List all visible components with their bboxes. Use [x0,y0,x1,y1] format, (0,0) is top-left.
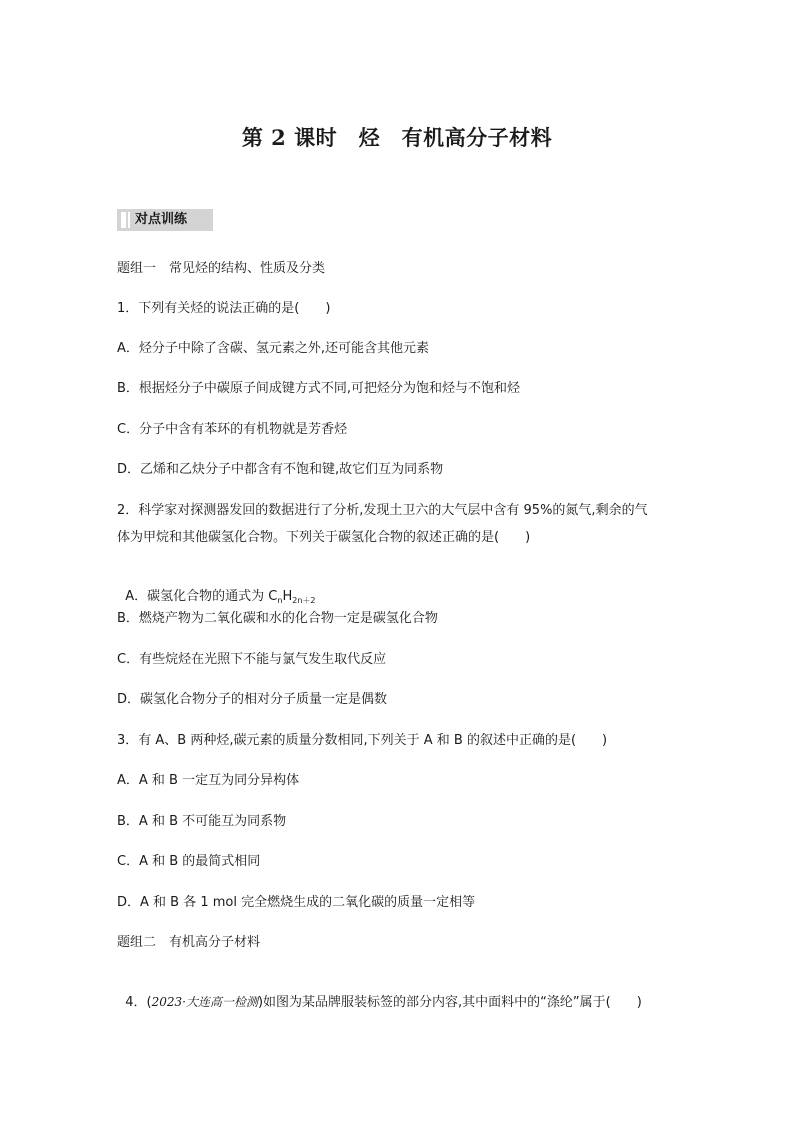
question-2-option-c: C．有些烷烃在光照下不能与氯气发生取代反应 [117,652,387,667]
question-1-option-b: B．根据烃分子中碳原子间成键方式不同,可把烃分为饱和烃与不饱和烃 [117,381,521,396]
group2-heading: 题组二 有机高分子材料 [117,935,261,950]
question-2-stem-line2: 体为甲烷和其他碳氢化合物。下列关于碳氢化合物的叙述正确的是( ) [117,530,531,545]
question-4-prefix: 4．( [125,995,152,1010]
question-1-option-a: A．烃分子中除了含碳、氢元素之外,还可能含其他元素 [117,341,430,356]
question-2-option-b: B．燃烧产物为二氧化碳和水的化合物一定是碳氢化合物 [117,611,438,626]
group1-heading: 题组一 常见烃的结构、性质及分类 [117,261,326,276]
question-1-stem: 1．下列有关烃的说法正确的是( ) [117,301,331,316]
question-2-option-d: D．碳氢化合物分子的相对分子质量一定是偶数 [117,692,388,707]
tab-decoration-bar [121,212,126,228]
page-title: 第 2 课时 烃 有机高分子材料 [241,125,553,150]
section-tab [117,209,213,231]
section-tab-label: 对点训练 [135,212,188,227]
formula-subscript-2n2: 2n＋2 [292,596,316,605]
question-1-option-c: C．分子中含有苯环的有机物就是芳香烃 [117,422,348,437]
formula-h: H [282,589,293,604]
question-3-option-d: D．A 和 B 各 1 mol 完全燃烧生成的二氧化碳的质量一定相等 [117,895,476,910]
option-a-text: A．碳氢化合物的通式为 C [125,589,278,604]
question-3-option-a: A．A 和 B 一定互为同分异构体 [117,773,300,788]
formula-subscript-n: n [277,596,283,605]
tab-decoration-bar-thin [128,212,130,228]
question-1-option-d: D．乙烯和乙炔分子中都含有不饱和键,故它们互为同系物 [117,462,444,477]
question-2-stem-line1: 2．科学家对探测器发回的数据进行了分析,发现土卫六的大气层中含有 95%的氮气,剩余的气 [117,503,648,518]
question-3-option-c: C．A 和 B 的最简式相同 [117,854,261,869]
question-3-stem: 3．有 A、B 两种烃,碳元素的质量分数相同,下列关于 A 和 B 的叙述中正确的是( ) [117,733,608,748]
question-4-source: 2023·大连高一检测 [151,995,258,1009]
question-4-stem [117,975,642,1012]
question-2-option-a [117,570,315,610]
question-3-option-b: B．A 和 B 不可能互为同系物 [117,814,287,829]
question-4-text: )如图为某品牌服装标签的部分内容,其中面料中的“涤纶”属于( ) [257,995,642,1010]
